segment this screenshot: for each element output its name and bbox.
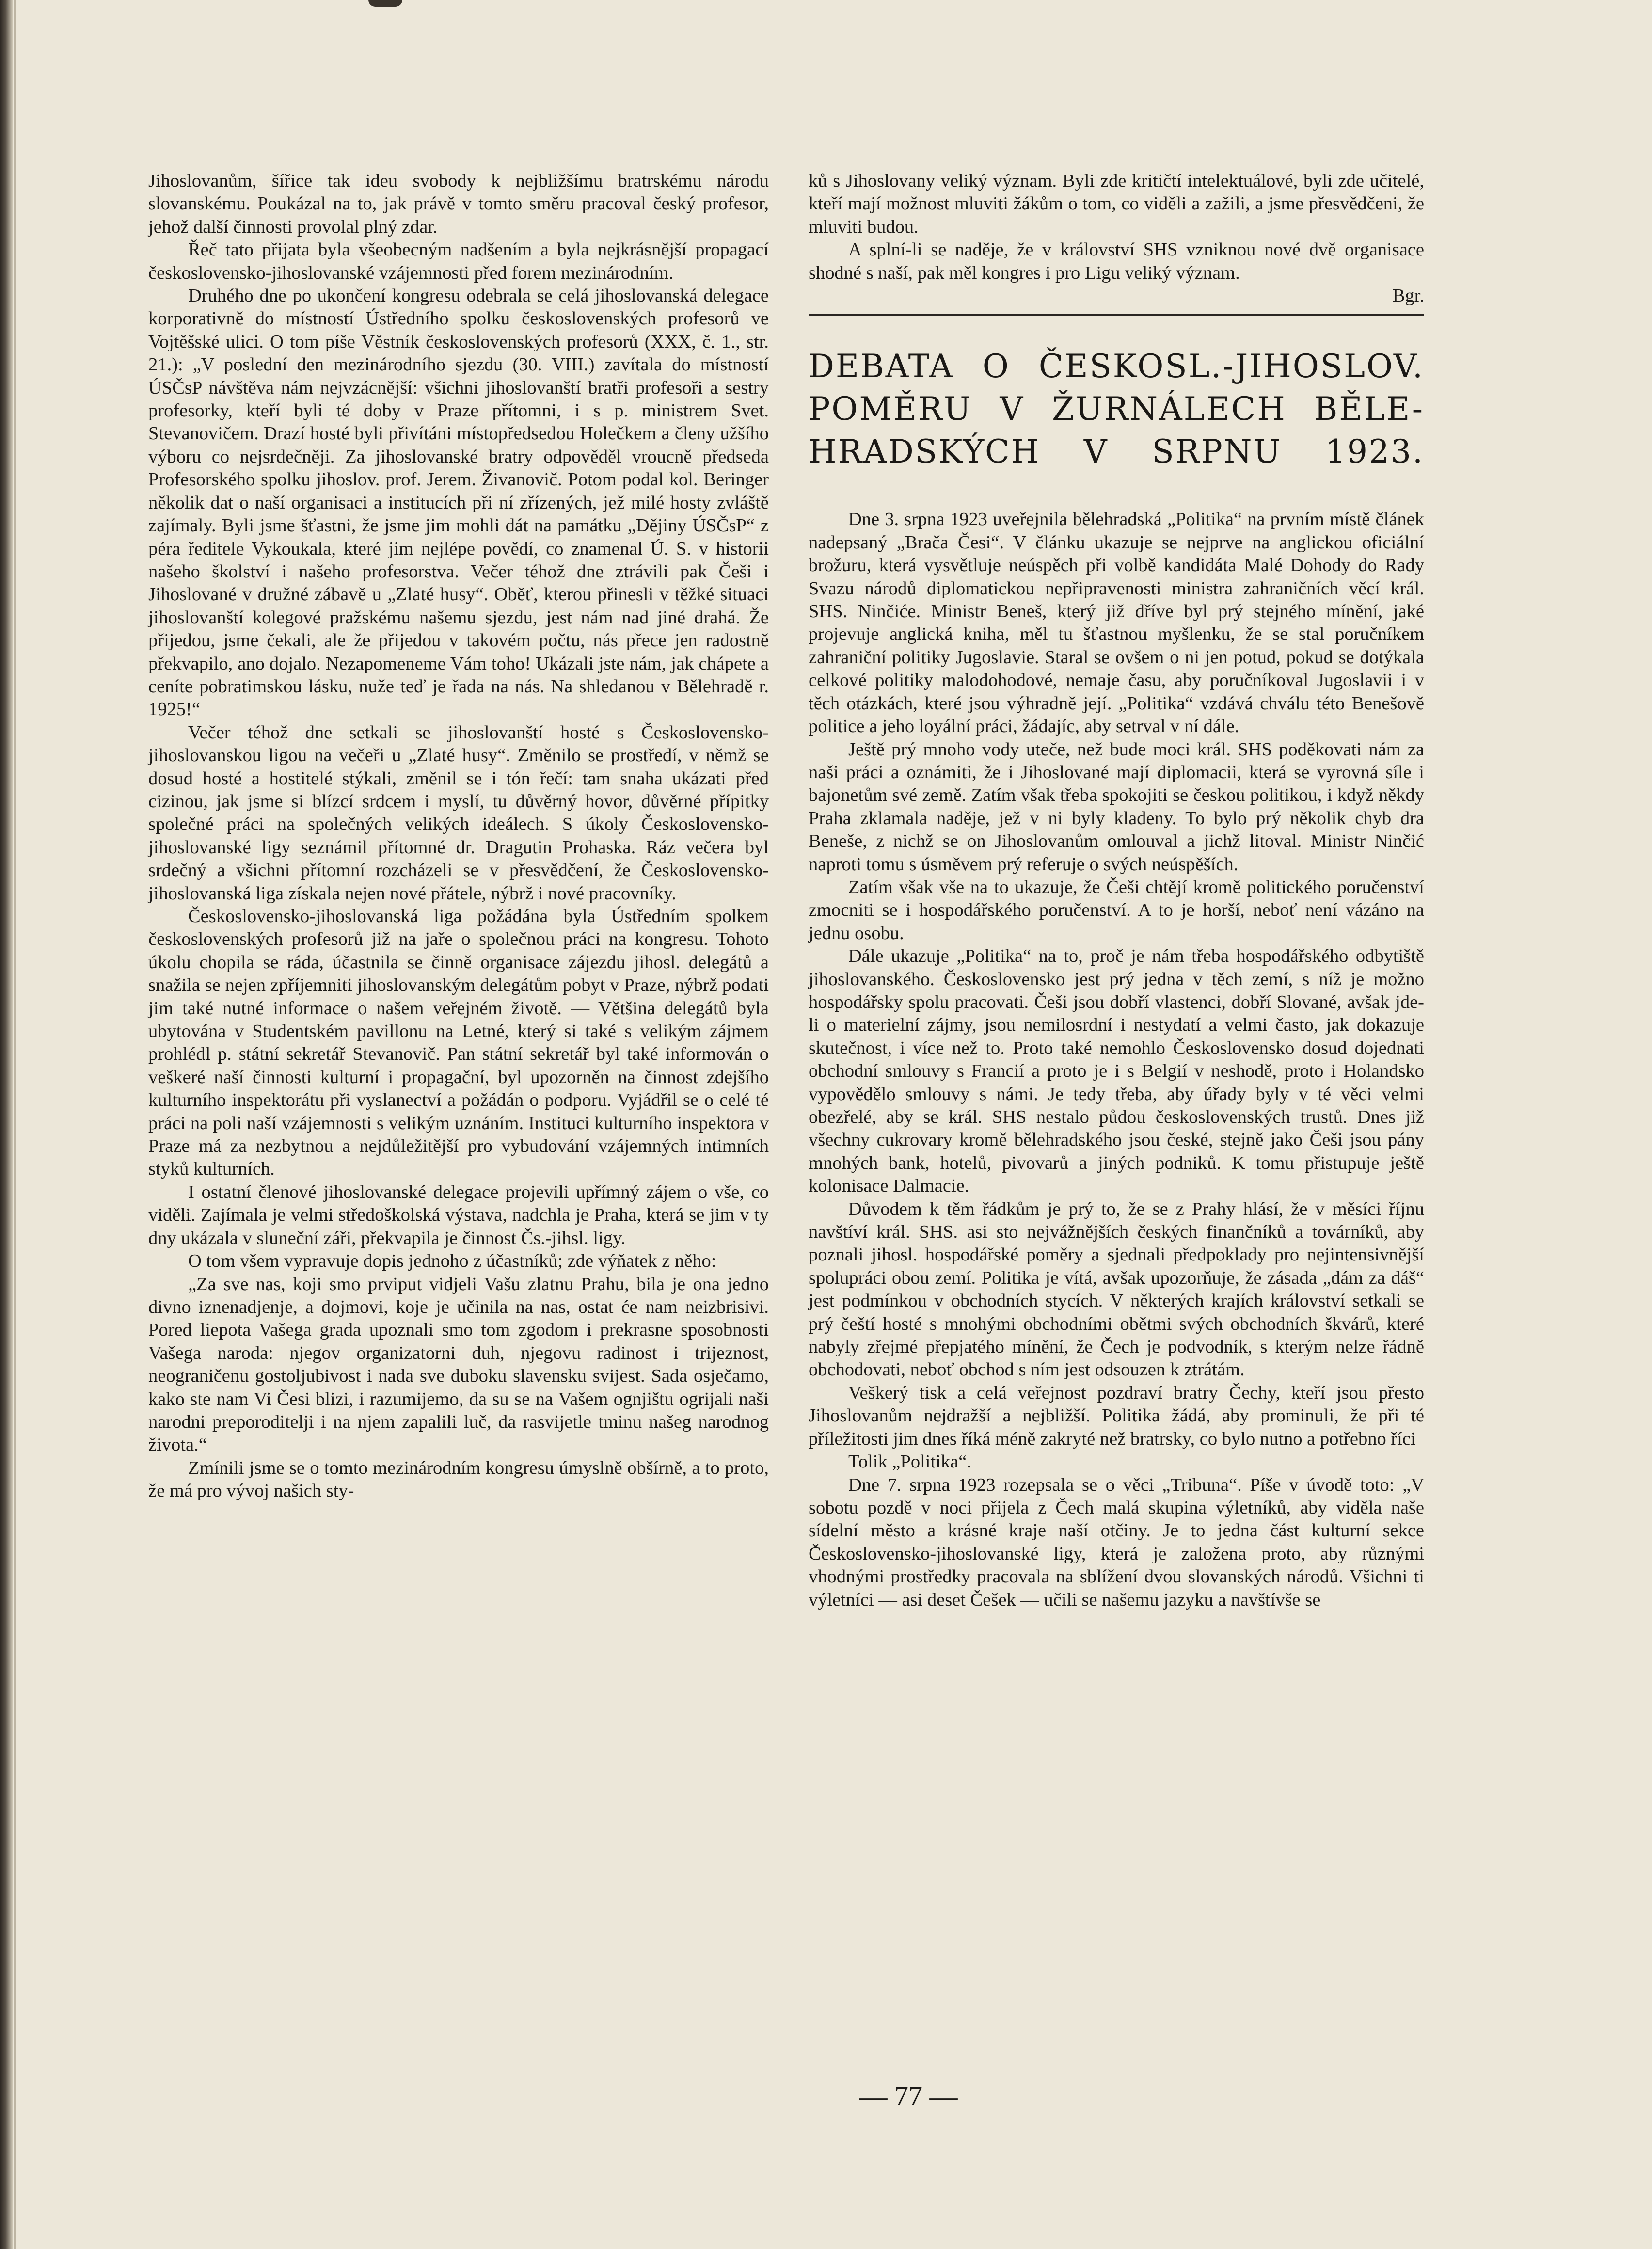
spine-shadow bbox=[14, 0, 16, 2249]
author-signature: Bgr. bbox=[1392, 286, 1424, 306]
heading-line: POMĚRU V ŽURNÁLECH BĚLE- bbox=[809, 390, 1424, 428]
paragraph: Řeč tato přijata byla všeobecným nadšením a byla nejkrásnější propagací československo-jihoslovanské vzájemnosti před forem mezinárodním. bbox=[148, 239, 769, 283]
paragraph: O tom všem vypravuje dopis jednoho z účastníků; zde výňatek z něho: bbox=[188, 1251, 716, 1272]
heading-line: HRADSKÝCH V SRPNU 1923. bbox=[809, 433, 1424, 471]
paragraph: Dne 7. srpna 1923 rozepsala se o věci „Tribuna“. Píše v úvodě toto: „V sobotu pozdě v noci přijela z Čech malá skupina výletníků, aby viděla naše sídelní město a krásné kraje naší otčiny. Je to jedna část kulturní sekce Československo-jihoslovanské ligy, která je založena proto, aby různými vhodnými prostředky pracovala na sblížení dvou slovanských národů. Všichni ti výletníci — asi deset Češek — učili se našemu jazyku a navštívše se bbox=[809, 1474, 1424, 1610]
heading-line: DEBATA O ČESKOSL.-JIHOSLOV. bbox=[809, 348, 1424, 385]
paragraph: Jihoslovanům, šířice tak ideu svobody k nejbližšímu bratrskému národu slovanskému. Poukázal na to, jak právě v tomto směru pracoval český profesor, jehož další činnosti provolal plný zdar. bbox=[148, 171, 769, 237]
paragraph: Zatím však vše na to ukazuje, že Češi chtějí kromě politického poručenství zmocniti se i hospodářského poručenství. A to je horší, neboť není vázáno na jednu osobu. bbox=[809, 877, 1424, 943]
paragraph: Veškerý tisk a celá veřejnost pozdraví bratry Čechy, kteří jsou přesto Jihoslovanům nejdražší a nejbližší. Politika žádá, aby prominuli, že při té příležitosti jim dnes říká méně zakryté než bratrsky, co bylo nutno a potřebno říci bbox=[809, 1382, 1424, 1449]
article-heading bbox=[809, 345, 1424, 473]
paragraph: Československo-jihoslovanská liga požádána byla Ústředním spolkem československých profesorů již na jaře o společnou práci na kongresu. Tohoto úkolu chopila se ráda, účastnila se činně organisace zájezdu jihosl. delegátů a snažila se nejen zpříjemniti jihoslovanským delegátům pobyt v Praze, nýbrž podati jim také nutné informace o našem veřejném životě. — Většina delegátů byla ubytována v Studentském pavillonu na Letné, který si také s velikým zájmem prohlédl p. státní sekretář Stevanovič. Pan státní sekretář byl také informován o veškeré naší činnosti kulturní i propagační, byl upozorněn na činnost zdejšího kulturního inspektorátu při vyslanectví a požádán o podporu. Vyjádřil se o celé té práci na poli naší vzájemnosti s velikým uznáním. Instituci kulturního inspektora v Praze má za nezbytnou a nejdůležitější pro vybudování vzájemných intimních styků kulturních. bbox=[148, 906, 769, 1180]
quoted-letter: „Za sve nas, koji smo prviput vidjeli Vašu zlatnu Prahu, bila je ona jedno divno iznenadjenje, a dojmovi, koje je učinila na nas, ostat će nam neizbrisivi. Pored liepota Vašega grada upoznali smo tom zgodom i prekrasne sposobnosti Vašega naroda: njegov organizatorni duh, njegovu radinost i trijeznost, neograničenu gostoljubivost i nada sve duboku slavensku svijest. Sada osječamo, kako ste nam Vi Česi blizi, i razumijemo, da su se na Vašem ognjištu ogrijali naši narodni preporoditelji i na njem zapalili luč, da rasvijetle tminu našeg narodnog života.“ bbox=[148, 1274, 769, 1455]
paragraph: Dne 3. srpna 1923 uveřejnila bělehradská „Politika“ na prvním místě článek nadepsaný „Brača Česi“. V článku ukazuje se nejprve na anglickou oficiální brožuru, která vysvětluje neúspěch při volbě kandidáta Malé Dohody do Rady Svazu národů diplomatickou nepřipravenosti ministra zahraničních věcí král. SHS. Ninčiće. Ministr Beneš, který již dříve byl prý stejného mínění, jaké projevuje anglická kniha, měl tu šťastnou myšlenku, že se stal poručníkem zahraniční politiky Jugoslavie. Staral se ovšem o ni jen potud, pokud se dotýkala celkové politiky malodohodové, nemaje času, aby poručníkoval Jugoslavii i v těch otázkách, které jsou výhradně její. „Politika“ vzdává chválu této Benešově politice a jeho loyální práci, žádajíc, aby setrval v ní dále. bbox=[809, 509, 1424, 737]
paragraph: ků s Jihoslovany veliký význam. Byli zde kritičtí intelektuálové, byli zde učitelé, kteří mají možnost mluviti žákům o tom, co viděli a zažili, a jsme přesvědčeni, že mluviti budou. bbox=[809, 171, 1424, 237]
paragraph: Tolik „Politika“. bbox=[848, 1451, 971, 1472]
section-divider bbox=[809, 314, 1424, 316]
paragraph: Zmínili jsme se o tomto mezinárodním kongresu úmyslně obšírně, a to proto, že má pro vývoj našich sty- bbox=[148, 1457, 769, 1501]
page-number: — 77 — bbox=[859, 2080, 958, 2112]
paragraph: Druhého dne po ukončení kongresu odebrala se celá jihoslovanská delegace korporativně do místností Ústředního spolku československých profesorů ve Vojtěšské ulici. O tom píše Věstník československých profesorů (XXX, č. 1., str. 21.): „V poslední den mezinárodního sjezdu (30. VIII.) zavítala do místností ÚSČsP návštěva nám nejvzácnější: všichni jihoslovanští bratři profesoři a sestry profesorky, kteří byli té doby v Praze přítomni, i s p. ministrem Svet. Stevanovičem. Drazí hosté byli přivítáni místopředsedou Holečkem a členy užšího výboru co nejsrdečněji. Za jihoslovanské bratry odpověděl vroucně předseda Profesorského spolku jihoslov. prof. Jerem. Živanovič. Potom podal kol. Beringer několik dat o naší organisaci a institucích při ní zřízených, jež milé hosty zvláště zajímaly. Byli jsme šťastni, že jsme jim mohli dát na památku „Dějiny ÚSČsP“ z péra ředitele Vykoukala, které jim nejlépe povědí, co znamenal Ú. S. v historii našeho školství i našeho profesorstva. Večer téhož dne ztrávili pak Češi i Jihoslované v družné zábavě u „Zlaté husy“. Oběť, kterou přinesli v těžké situaci jihoslovanští kolegové pražskému našemu sjezdu, jest nám nad jiné drahá. Že přijedou, jsme čekali, ale že přijedou v takovém počtu, nás přece jen radostně překvapilo, ano dojalo. Nezapomeneme Vám toho! Ukázali jste nám, jak chápete a ceníte pobratimskou lásku, nuže teď je řada na nás. Na shledanou v Bělehradě r. 1925!“ bbox=[148, 286, 769, 720]
paragraph: Ještě prý mnoho vody uteče, než bude moci král. SHS poděkovati nám za naši práci a oznámiti, že i Jihoslované mají diplomacii, která se vyrovná síle i bajonetům své země. Zatím však třeba spokojiti se českou politikou, i když někdy Praha zklamala naděje, jež v ni byly kladeny. To bylo prý několik chyb dra Beneše, z nichž se on Jihoslovanům omlouval a jichž litoval. Ministr Ninčić naproti tomu s úsměvem prý referuje o svých neúspěších. bbox=[809, 739, 1424, 875]
paragraph: I ostatní členové jihoslovanské delegace projevili upřímný zájem o vše, co viděli. Zajímala je velmi středoškolská výstava, nadchla je Praha, která se jim v ty dny ukázala v sluneční záři, překvapila je činnost Čs.-jihsl. ligy. bbox=[148, 1181, 769, 1248]
paragraph: Důvodem k těm řádkům je prý to, že se z Prahy hlásí, že v měsíci říjnu navštíví král. SHS. asi sto nejvážnějších českých finančníků a továrníků, aby poznali jihosl. hospodářské poměry a sjednali předpoklady pro nejintensivnější spolupráci obou zemí. Politika je vítá, avšak upozorňuje, že zásada „dám za dáš“ jest podmínkou v obchodních stycích. V některých krajích království setkali se prý čeští hosté s mnohými obchodními obětmi svých obchodních škvárů, které nabyly zřejmé přepjatého mínění, že Čech je podvodník, s kterým nelze řádně obchodovati, neboť obchod s ním jest odsouzen k ztrátám. bbox=[809, 1198, 1424, 1380]
right-column bbox=[809, 170, 1424, 1611]
left-column bbox=[148, 170, 769, 1503]
binding-edge bbox=[0, 0, 13, 2249]
top-clip-mark bbox=[368, 0, 402, 7]
paragraph: A splní-li se naděje, že v království SHS vzniknou nové dvě organisace shodné s naší, pak měl kongres i pro Ligu veliký význam. bbox=[809, 239, 1424, 283]
paragraph: Večer téhož dne setkali se jihoslovanští hosté s Československo-jihoslovanskou ligou na večeři u „Zlaté husy“. Změnilo se prostředí, v němž se dosud hosté a hostitelé stýkali, změnil se i tón řečí: tam snaha ukázati před cizinou, jak jsme si blízcí srdcem i myslí, tu důvěrný hovor, důvěrné přípitky společné práci na společných velikých ideálech. S úkoly Československo-jihoslovanské ligy seznámil přítomné dr. Dragutin Prohaska. Ráz večera byl srdečný a všichni přítomní rozcházeli se v přesvědčení, že Československo-jihoslovanská liga získala nejen nové přátele, nýbrž i nové pracovníky. bbox=[148, 722, 769, 904]
paragraph: Dále ukazuje „Politika“ na to, proč je nám třeba hospodářského odbytiště jihoslovanského. Československo jest prý jedna v těch zemí, s níž je možno hospodářsky spolu pracovati. Češi jsou dobří vlastenci, dobří Slované, avšak jde-li o materielní zájmy, jsou nemilosrdní i nestydatí a velmi často, jak dokazuje skutečnost, i více než to. Proto také nemohlo Československo dosud dojednati obchodní smlouvy s Francií a proto je i s Belgií v neshodě, proto i Holandsko vypovědělo smlouvy s námi. Je tedy třeba, aby úřady byly v té věci velmi obezřelé, aby se král. SHS nestalo půdou československých trustů. Dnes již všechny cukrovary kromě bělehradského jsou české, stejně jako Češi jsou pány mnohých bank, hotelů, pivovarů a jiných podniků. K tomu přistupuje ještě kolonisace Dalmacie. bbox=[809, 946, 1424, 1196]
